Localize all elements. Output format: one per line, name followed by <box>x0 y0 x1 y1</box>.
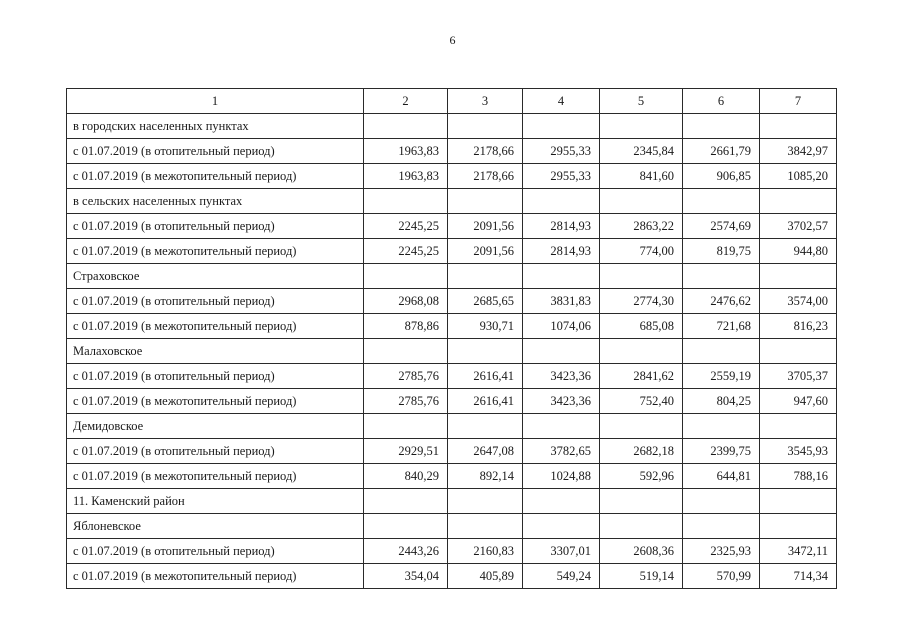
value-cell: 3423,36 <box>523 364 600 389</box>
value-cell <box>364 489 448 514</box>
column-header: 3 <box>448 89 523 114</box>
value-cell <box>683 264 760 289</box>
value-cell: 2955,33 <box>523 164 600 189</box>
value-cell: 570,99 <box>683 564 760 589</box>
row-label: с 01.07.2019 (в отопительный период) <box>67 289 364 314</box>
value-cell <box>448 414 523 439</box>
row-label: с 01.07.2019 (в отопительный период) <box>67 539 364 564</box>
table-row <box>67 464 837 489</box>
row-label: с 01.07.2019 (в межотопительный период) <box>67 564 364 589</box>
value-cell <box>523 339 600 364</box>
value-cell: 2476,62 <box>683 289 760 314</box>
table-row <box>67 539 837 564</box>
value-cell <box>523 414 600 439</box>
value-cell <box>448 114 523 139</box>
value-cell <box>523 514 600 539</box>
table-row <box>67 364 837 389</box>
value-cell <box>600 114 683 139</box>
value-cell: 2399,75 <box>683 439 760 464</box>
row-label: в городских населенных пунктах <box>67 114 364 139</box>
table-row <box>67 139 837 164</box>
row-label: Демидовское <box>67 414 364 439</box>
table-row <box>67 339 837 364</box>
value-cell <box>523 114 600 139</box>
value-cell <box>448 514 523 539</box>
value-cell <box>600 514 683 539</box>
table-row <box>67 314 837 339</box>
value-cell: 906,85 <box>683 164 760 189</box>
row-label: с 01.07.2019 (в межотопительный период) <box>67 389 364 414</box>
row-label: с 01.07.2019 (в межотопительный период) <box>67 314 364 339</box>
value-cell: 2647,08 <box>448 439 523 464</box>
value-cell: 892,14 <box>448 464 523 489</box>
column-header: 1 <box>67 89 364 114</box>
value-cell: 1074,06 <box>523 314 600 339</box>
table-row <box>67 189 837 214</box>
value-cell: 2968,08 <box>364 289 448 314</box>
value-cell: 2841,62 <box>600 364 683 389</box>
value-cell: 3574,00 <box>760 289 837 314</box>
value-cell: 2325,93 <box>683 539 760 564</box>
value-cell: 3842,97 <box>760 139 837 164</box>
column-header: 5 <box>600 89 683 114</box>
value-cell: 2685,65 <box>448 289 523 314</box>
row-label: с 01.07.2019 (в межотопительный период) <box>67 164 364 189</box>
value-cell <box>364 514 448 539</box>
value-cell: 804,25 <box>683 389 760 414</box>
value-cell <box>683 114 760 139</box>
table-row <box>67 514 837 539</box>
value-cell: 2559,19 <box>683 364 760 389</box>
value-cell <box>760 189 837 214</box>
table-row <box>67 214 837 239</box>
value-cell: 644,81 <box>683 464 760 489</box>
value-cell: 2345,84 <box>600 139 683 164</box>
value-cell: 878,86 <box>364 314 448 339</box>
row-label: с 01.07.2019 (в отопительный период) <box>67 439 364 464</box>
header-row <box>67 89 837 114</box>
value-cell: 2682,18 <box>600 439 683 464</box>
row-label: 11. Каменский район <box>67 489 364 514</box>
value-cell: 1024,88 <box>523 464 600 489</box>
table-row <box>67 414 837 439</box>
value-cell: 549,24 <box>523 564 600 589</box>
value-cell: 2245,25 <box>364 239 448 264</box>
value-cell: 2929,51 <box>364 439 448 464</box>
value-cell: 2785,76 <box>364 364 448 389</box>
value-cell <box>523 489 600 514</box>
value-cell: 2616,41 <box>448 364 523 389</box>
row-label: Страховское <box>67 264 364 289</box>
row-label: с 01.07.2019 (в отопительный период) <box>67 214 364 239</box>
value-cell <box>760 114 837 139</box>
value-cell: 819,75 <box>683 239 760 264</box>
column-header: 6 <box>683 89 760 114</box>
value-cell: 3782,65 <box>523 439 600 464</box>
value-cell: 2814,93 <box>523 214 600 239</box>
value-cell: 2245,25 <box>364 214 448 239</box>
value-cell: 714,34 <box>760 564 837 589</box>
tariff-table <box>66 88 837 589</box>
value-cell <box>760 489 837 514</box>
value-cell <box>600 339 683 364</box>
value-cell <box>523 264 600 289</box>
value-cell <box>600 189 683 214</box>
value-cell: 2178,66 <box>448 164 523 189</box>
value-cell <box>364 189 448 214</box>
value-cell: 3545,93 <box>760 439 837 464</box>
value-cell <box>600 264 683 289</box>
value-cell <box>683 339 760 364</box>
value-cell: 685,08 <box>600 314 683 339</box>
table-row <box>67 114 837 139</box>
value-cell: 2091,56 <box>448 239 523 264</box>
table-row <box>67 389 837 414</box>
value-cell <box>683 414 760 439</box>
value-cell: 2574,69 <box>683 214 760 239</box>
row-label: с 01.07.2019 (в межотопительный период) <box>67 239 364 264</box>
table-row <box>67 164 837 189</box>
value-cell: 947,60 <box>760 389 837 414</box>
value-cell: 354,04 <box>364 564 448 589</box>
table-row <box>67 239 837 264</box>
row-label: с 01.07.2019 (в отопительный период) <box>67 364 364 389</box>
value-cell <box>448 339 523 364</box>
row-label: Малаховское <box>67 339 364 364</box>
value-cell: 3423,36 <box>523 389 600 414</box>
value-cell: 841,60 <box>600 164 683 189</box>
value-cell <box>760 339 837 364</box>
value-cell <box>364 264 448 289</box>
row-label: Яблоневское <box>67 514 364 539</box>
value-cell <box>683 514 760 539</box>
value-cell <box>683 489 760 514</box>
value-cell: 2863,22 <box>600 214 683 239</box>
value-cell <box>448 264 523 289</box>
value-cell: 3831,83 <box>523 289 600 314</box>
value-cell <box>600 489 683 514</box>
value-cell: 774,00 <box>600 239 683 264</box>
value-cell <box>600 414 683 439</box>
value-cell: 1963,83 <box>364 164 448 189</box>
value-cell <box>448 189 523 214</box>
value-cell <box>364 414 448 439</box>
table-row <box>67 564 837 589</box>
value-cell <box>760 414 837 439</box>
value-cell <box>760 514 837 539</box>
value-cell <box>448 489 523 514</box>
value-cell <box>364 114 448 139</box>
value-cell: 1963,83 <box>364 139 448 164</box>
value-cell: 3472,11 <box>760 539 837 564</box>
value-cell: 2616,41 <box>448 389 523 414</box>
table-row <box>67 264 837 289</box>
value-cell: 3307,01 <box>523 539 600 564</box>
value-cell: 840,29 <box>364 464 448 489</box>
value-cell: 519,14 <box>600 564 683 589</box>
value-cell: 2443,26 <box>364 539 448 564</box>
value-cell: 2774,30 <box>600 289 683 314</box>
value-cell: 2785,76 <box>364 389 448 414</box>
table-row <box>67 489 837 514</box>
value-cell: 2160,83 <box>448 539 523 564</box>
value-cell: 788,16 <box>760 464 837 489</box>
value-cell: 2178,66 <box>448 139 523 164</box>
value-cell: 2814,93 <box>523 239 600 264</box>
column-header: 7 <box>760 89 837 114</box>
value-cell: 2608,36 <box>600 539 683 564</box>
row-label: в сельских населенных пунктах <box>67 189 364 214</box>
value-cell <box>683 189 760 214</box>
value-cell: 944,80 <box>760 239 837 264</box>
value-cell <box>523 189 600 214</box>
value-cell: 2661,79 <box>683 139 760 164</box>
value-cell: 592,96 <box>600 464 683 489</box>
column-header: 2 <box>364 89 448 114</box>
value-cell: 3705,37 <box>760 364 837 389</box>
value-cell: 405,89 <box>448 564 523 589</box>
value-cell: 930,71 <box>448 314 523 339</box>
value-cell: 1085,20 <box>760 164 837 189</box>
row-label: с 01.07.2019 (в отопительный период) <box>67 139 364 164</box>
value-cell: 752,40 <box>600 389 683 414</box>
value-cell <box>364 339 448 364</box>
row-label: с 01.07.2019 (в межотопительный период) <box>67 464 364 489</box>
column-header: 4 <box>523 89 600 114</box>
value-cell: 816,23 <box>760 314 837 339</box>
value-cell: 3702,57 <box>760 214 837 239</box>
value-cell: 721,68 <box>683 314 760 339</box>
value-cell: 2955,33 <box>523 139 600 164</box>
value-cell: 2091,56 <box>448 214 523 239</box>
table-row <box>67 439 837 464</box>
table-row <box>67 289 837 314</box>
value-cell <box>760 264 837 289</box>
page-number: 6 <box>449 33 456 47</box>
